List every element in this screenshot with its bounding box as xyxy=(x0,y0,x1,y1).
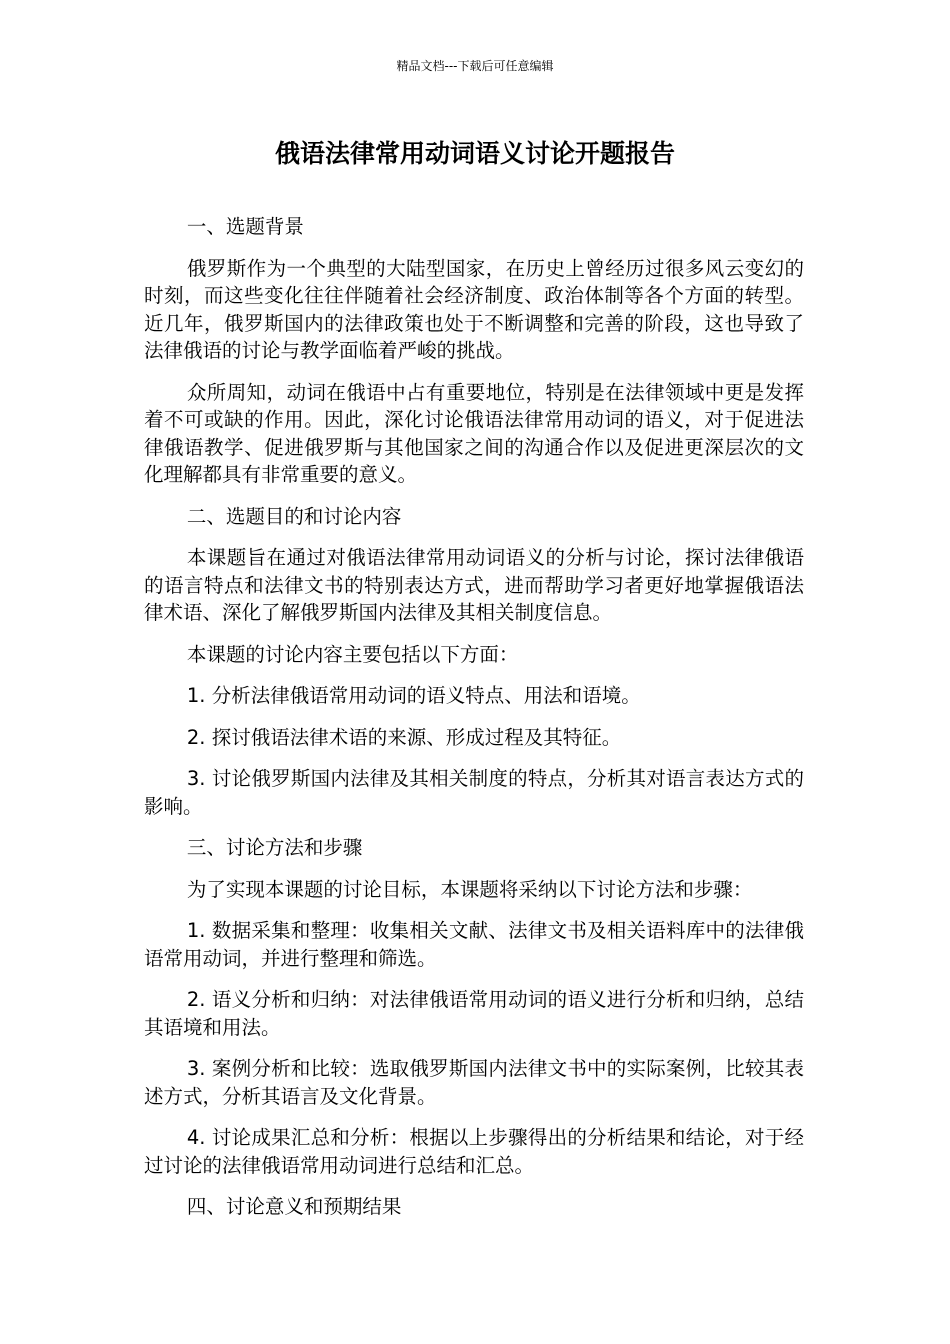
page-header-note: 精品文档---下载后可任意编辑 xyxy=(396,59,554,73)
list-item: 2. 语义分析和归纳：对法律俄语常用动词的语义进行分析和归纳，总结其语境和用法。 xyxy=(144,988,804,1039)
list-item: 1. 分析法律俄语常用动词的语义特点、用法和语境。 xyxy=(186,684,641,707)
body-paragraph: 众所周知，动词在俄语中占有重要地位，特别是在法律领域中更是发挥着不可或缺的作用。因此，深化讨论俄语法律常用动词的语义，对于促进法律俄语教学、促进俄罗斯与其他国家之间的沟通合作以及促进更深层次的文化理解都具有非常重要的意义。 xyxy=(144,380,804,486)
section-heading-purpose: 二、选题目的和讨论内容 xyxy=(186,504,402,528)
list-item: 2. 探讨俄语法律术语的来源、形成过程及其特征。 xyxy=(186,725,622,749)
list-item: 3. 讨论俄罗斯国内法律及其相关制度的特点，分析其对语言表达方式的影响。 xyxy=(144,767,804,818)
body-paragraph: 本课题的讨论内容主要包括以下方面： xyxy=(186,642,519,666)
document-body xyxy=(144,213,804,1235)
section-heading-methods: 三、讨论方法和步骤 xyxy=(186,836,363,859)
list-item: 3. 案例分析和比较：选取俄罗斯国内法律文书中的实际案例，比较其表述方式，分析其语言及文化背景。 xyxy=(144,1057,804,1108)
list-item: 4. 讨论成果汇总和分析：根据以上步骤得出的分析结果和结论，对于经过讨论的法律俄语常用动词进行总结和汇总。 xyxy=(144,1126,804,1177)
document-title: 俄语法律常用动词语义讨论开题报告 xyxy=(274,139,675,168)
section-heading-background: 一、选题背景 xyxy=(186,215,304,238)
body-paragraph: 本课题旨在通过对俄语法律常用动词语义的分析与讨论，探讨法律俄语的语言特点和法律文书的特别表达方式，进而帮助学习者更好地掌握俄语法律术语、深化了解俄罗斯国内法律及其相关制度信息。 xyxy=(144,546,804,624)
section-heading-significance: 四、讨论意义和预期结果 xyxy=(186,1195,402,1218)
body-paragraph: 为了实现本课题的讨论目标，本课题将采纳以下讨论方法和步骤： xyxy=(186,877,753,901)
list-item: 1. 数据采集和整理：收集相关文献、法律文书及相关语料库中的法律俄语常用动词，并进行整理和筛选。 xyxy=(144,919,804,970)
body-paragraph: 俄罗斯作为一个典型的大陆型国家，在历史上曾经历过很多风云变幻的时刻，而这些变化往往伴随着社会经济制度、政治体制等各个方面的转型。近几年，俄罗斯国内的法律政策也处于不断调整和完善的阶段，这也导致了法律俄语的讨论与教学面临着严峻的挑战。 xyxy=(144,256,804,362)
